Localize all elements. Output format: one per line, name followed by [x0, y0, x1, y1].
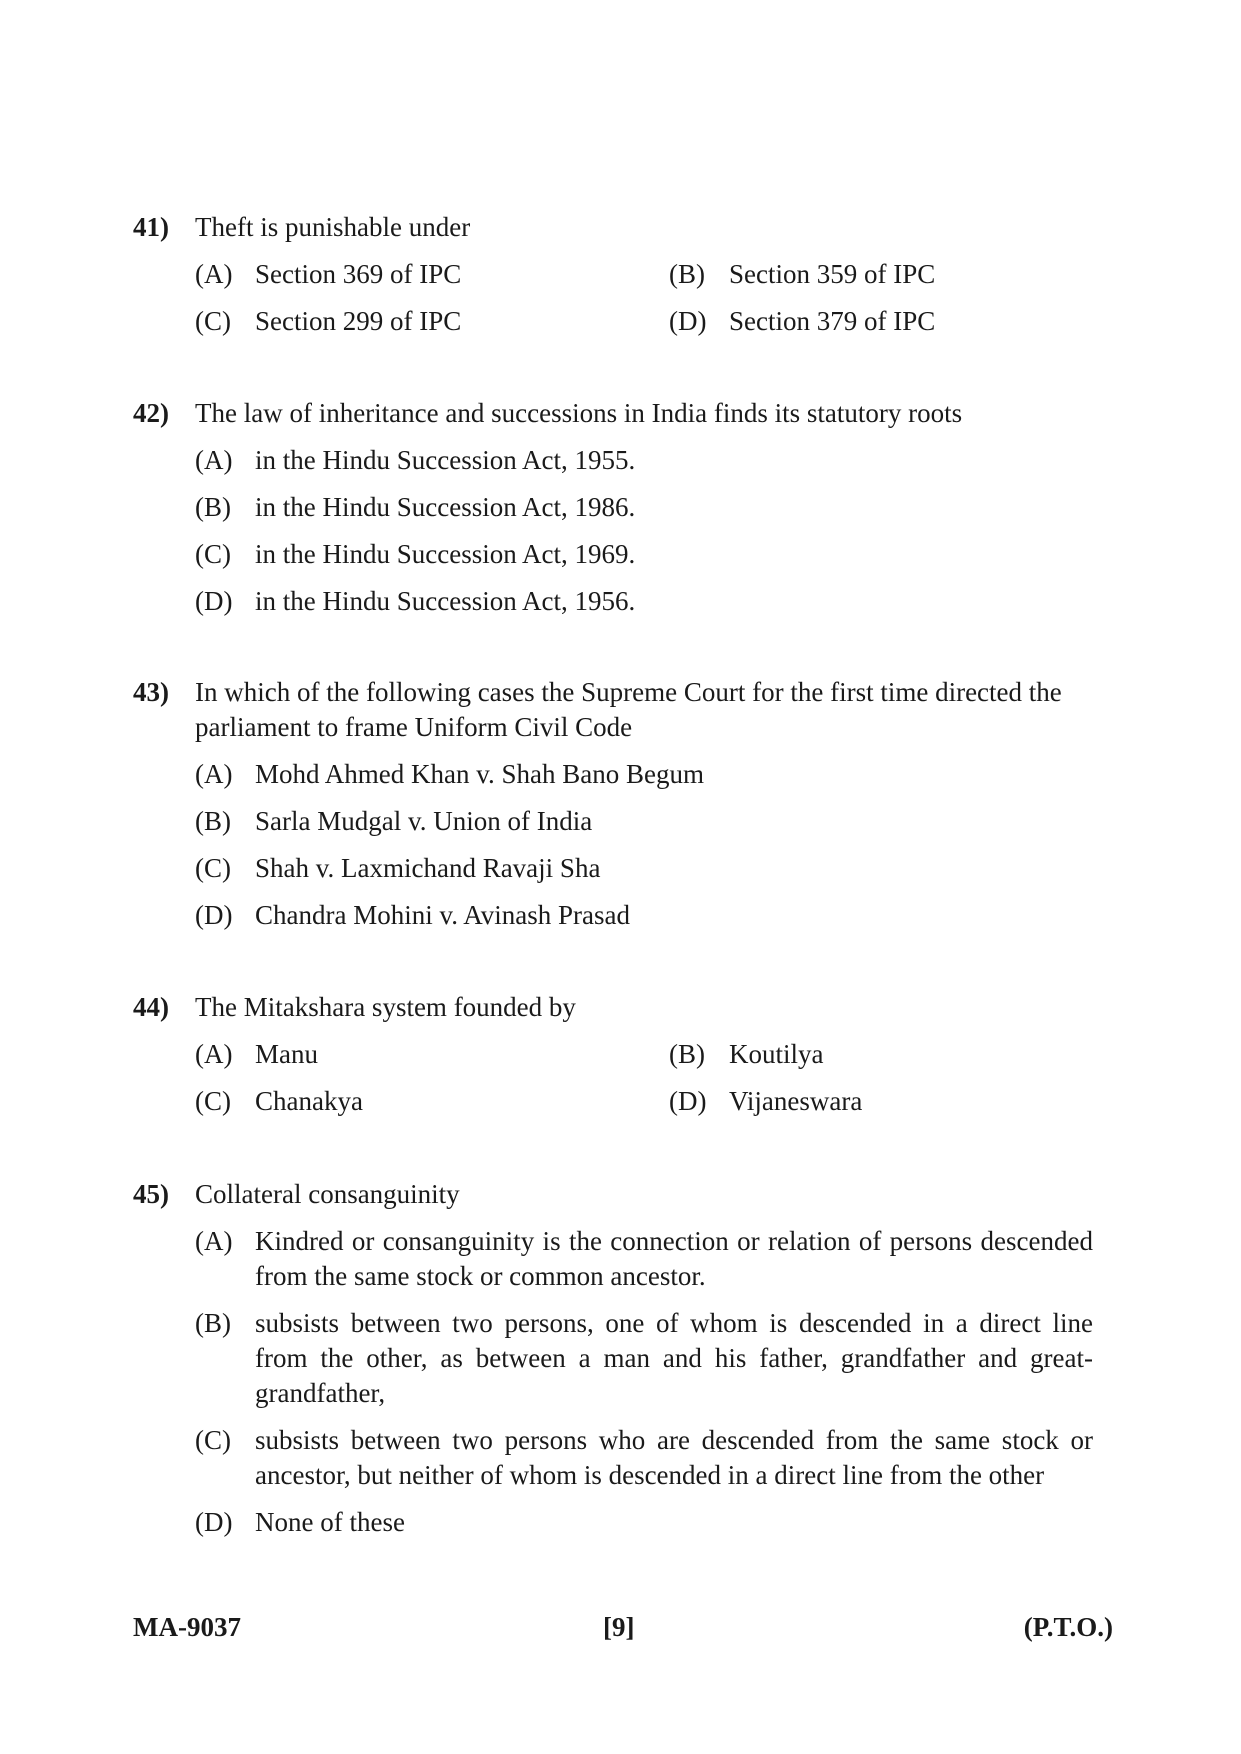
question-text: Theft is punishable under: [195, 212, 471, 242]
question-number: 43): [133, 677, 169, 707]
option-label: (C): [195, 539, 231, 569]
option-label: (A): [195, 1039, 233, 1069]
option-b: [195, 1306, 1093, 1411]
option-text: Chandra Mohini v. Avinash Prasad: [255, 900, 630, 930]
option-text: subsists between two persons, one of whom is descended in a direct line from the other, as between a man and his father, grandfather and great-grandfather,: [255, 1308, 1093, 1408]
option-a: [195, 443, 1093, 478]
option-d: [669, 304, 1093, 339]
question-45: [133, 1177, 1093, 1540]
question-42: [133, 396, 1093, 619]
option-text: Vijaneswara: [729, 1086, 863, 1116]
option-label: (D): [195, 586, 233, 616]
options: [195, 245, 1093, 339]
option-text: in the Hindu Succession Act, 1969.: [255, 539, 636, 569]
option-label: (C): [195, 1425, 231, 1455]
pto-note: (P.T.O.): [1023, 1612, 1113, 1642]
options: [195, 443, 1093, 619]
option-text: Koutilya: [729, 1039, 824, 1069]
option-c: [195, 304, 669, 339]
option-label: (C): [195, 306, 231, 336]
option-text: Manu: [255, 1039, 318, 1069]
option-d: [195, 584, 1093, 619]
question-number: 41): [133, 212, 169, 242]
option-label: (B): [195, 806, 231, 836]
option-label: (D): [669, 306, 707, 336]
question-41: [133, 210, 1093, 339]
option-b: [669, 257, 1093, 292]
option-label: (B): [195, 1308, 231, 1338]
option-d: [195, 1505, 1093, 1540]
option-text: Section 369 of IPC: [255, 259, 462, 289]
option-label: (B): [669, 259, 705, 289]
option-text: Kindred or consanguinity is the connection or relation of persons descended from the same stock or common ancestor.: [255, 1226, 1093, 1291]
option-c: [195, 851, 1093, 886]
option-text: Section 299 of IPC: [255, 306, 462, 336]
option-text: Chanakya: [255, 1086, 363, 1116]
option-d: [669, 1084, 1093, 1119]
option-label: (B): [195, 492, 231, 522]
paper-code: MA-9037: [133, 1612, 241, 1642]
page-number: [9]: [603, 1612, 635, 1642]
option-text: in the Hindu Succession Act, 1955.: [255, 445, 636, 475]
option-text: Shah v. Laxmichand Ravaji Sha: [255, 853, 601, 883]
option-d: [195, 898, 1093, 933]
option-text: in the Hindu Succession Act, 1986.: [255, 492, 636, 522]
options: [195, 757, 1093, 933]
option-label: (B): [669, 1039, 705, 1069]
question-text: Collateral consanguinity: [195, 1179, 460, 1209]
option-c: [195, 1423, 1093, 1493]
option-label: (A): [195, 259, 233, 289]
question-number: 45): [133, 1179, 169, 1209]
option-label: (D): [195, 900, 233, 930]
question-43: [133, 675, 1093, 933]
question-text: The Mitakshara system founded by: [195, 992, 576, 1022]
option-label: (C): [195, 1086, 231, 1116]
option-a: [195, 1224, 1093, 1294]
option-text: in the Hindu Succession Act, 1956.: [255, 586, 636, 616]
option-text: Mohd Ahmed Khan v. Shah Bano Begum: [255, 759, 704, 789]
option-label: (A): [195, 1226, 233, 1256]
option-label: (A): [195, 445, 233, 475]
question-text: The law of inheritance and successions in India finds its statutory roots: [195, 398, 963, 428]
option-label: (D): [195, 1507, 233, 1537]
option-a: [195, 257, 669, 292]
option-c: [195, 537, 1093, 572]
option-label: (A): [195, 759, 233, 789]
option-text: Section 379 of IPC: [729, 306, 936, 336]
option-label: (D): [669, 1086, 707, 1116]
question-number: 44): [133, 992, 169, 1022]
option-a: [195, 757, 1093, 792]
question-number: 42): [133, 398, 169, 428]
option-text: Sarla Mudgal v. Union of India: [255, 806, 593, 836]
option-label: (C): [195, 853, 231, 883]
option-b: [195, 804, 1093, 839]
question-text: In which of the following cases the Supreme Court for the first time directed the parliament to frame Uniform Civil Code: [195, 677, 1062, 742]
option-text: None of these: [255, 1507, 405, 1537]
option-a: [195, 1037, 669, 1072]
option-b: [195, 490, 1093, 525]
option-text: Section 359 of IPC: [729, 259, 936, 289]
question-44: [133, 990, 1093, 1119]
option-c: [195, 1084, 669, 1119]
option-text: subsists between two persons who are descended from the same stock or ancestor, but neither of whom is descended in a direct line from the other: [255, 1425, 1093, 1490]
option-b: [669, 1037, 1093, 1072]
options: [195, 1224, 1093, 1540]
options: [195, 1025, 1093, 1119]
